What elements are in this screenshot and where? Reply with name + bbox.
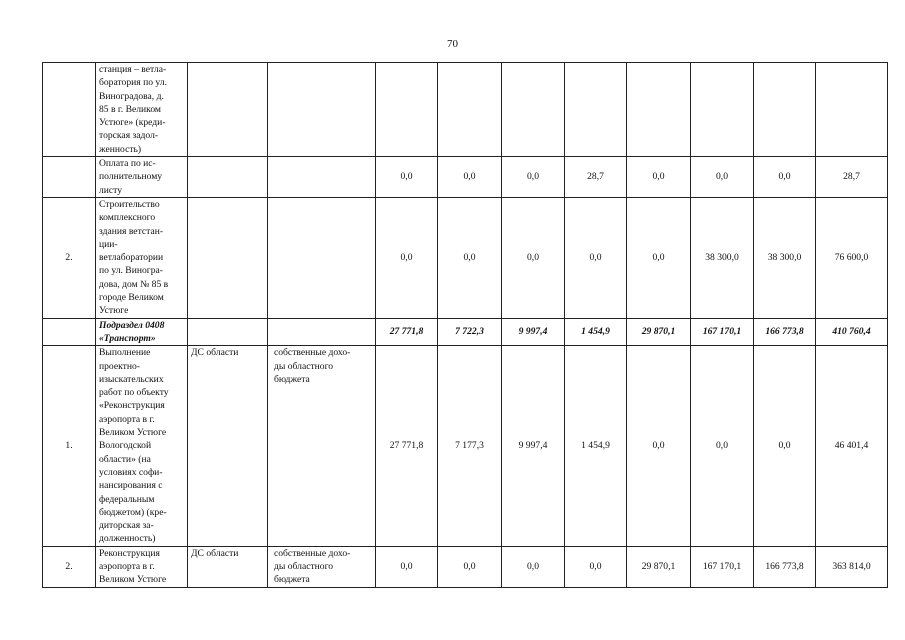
row-name-line: 85 в г. Великом xyxy=(99,103,162,115)
value-cell: 29 870,1 xyxy=(627,546,691,587)
row-name-cell xyxy=(96,157,188,198)
value-cell: 38 300,0 xyxy=(691,197,754,318)
table-row xyxy=(43,318,888,346)
table-row xyxy=(43,63,888,157)
row-name-line: комплексного xyxy=(99,212,156,224)
value-cell: 166 773,8 xyxy=(754,318,816,346)
row-name-line: по ул. Виногра- xyxy=(99,265,163,277)
row-name-line: Великом Устюге xyxy=(99,574,167,586)
value-cell: 76 600,0 xyxy=(816,197,888,318)
value-cell xyxy=(502,63,565,157)
value-cell: 46 401,4 xyxy=(816,346,888,546)
value-cell: 29 870,1 xyxy=(627,318,691,346)
funding-source-cell xyxy=(268,318,376,346)
customer-line: ДС области xyxy=(191,547,239,559)
row-name-line: условиях софи- xyxy=(99,466,163,478)
row-index-cell xyxy=(43,318,96,346)
row-name-cell xyxy=(96,346,188,546)
row-name-line: долженность) xyxy=(99,533,156,545)
value-cell: 0,0 xyxy=(502,157,565,198)
value-cell: 1 454,9 xyxy=(565,318,627,346)
value-cell xyxy=(438,63,502,157)
row-name-cell xyxy=(96,546,188,587)
row-name-cell xyxy=(96,197,188,318)
row-name-line: городе Великом xyxy=(99,292,164,304)
row-name-cell xyxy=(96,318,188,346)
value-cell: 1 454,9 xyxy=(565,346,627,546)
funding-source-line: бюджета xyxy=(274,373,310,385)
row-name-line: диторская за- xyxy=(99,520,154,532)
row-name-line: торская задол- xyxy=(99,130,159,142)
row-index-cell: 1. xyxy=(43,346,96,546)
budget-table-container xyxy=(42,62,887,588)
value-cell xyxy=(816,63,888,157)
table-row xyxy=(43,346,888,546)
row-name-line: области» (на xyxy=(99,453,151,465)
row-name-line: изыскательских xyxy=(99,373,164,385)
row-index-cell xyxy=(43,63,96,157)
budget-table xyxy=(42,62,888,588)
value-cell: 0,0 xyxy=(691,157,754,198)
row-index-cell: 2. xyxy=(43,197,96,318)
value-cell: 0,0 xyxy=(502,546,565,587)
value-cell: 0,0 xyxy=(565,546,627,587)
table-row xyxy=(43,546,888,587)
row-name-line: листу xyxy=(99,184,123,196)
page-number: 70 xyxy=(447,38,458,50)
value-cell xyxy=(754,63,816,157)
row-name-cell xyxy=(96,63,188,157)
row-name-line: Устюге xyxy=(99,305,129,317)
row-name-line: федеральным xyxy=(99,493,155,505)
row-name-line: боратория по ул. xyxy=(99,77,167,89)
value-cell: 28,7 xyxy=(565,157,627,198)
value-cell: 9 997,4 xyxy=(502,346,565,546)
value-cell xyxy=(376,63,438,157)
row-name-line: ветлаборатории xyxy=(99,252,164,264)
customer-cell xyxy=(188,318,268,346)
value-cell: 0,0 xyxy=(627,197,691,318)
funding-source-cell xyxy=(268,346,376,546)
table-row xyxy=(43,157,888,198)
value-cell: 0,0 xyxy=(502,197,565,318)
value-cell: 0,0 xyxy=(627,157,691,198)
row-name-line: Реконструкция xyxy=(99,547,160,559)
customer-cell xyxy=(188,346,268,546)
value-cell xyxy=(627,63,691,157)
value-cell: 0,0 xyxy=(438,546,502,587)
funding-source-cell xyxy=(268,546,376,587)
row-name-line: Строительство xyxy=(99,198,160,210)
value-cell: 0,0 xyxy=(438,157,502,198)
customer-cell xyxy=(188,546,268,587)
row-name-line: Великом Устюге xyxy=(99,427,167,439)
value-cell: 0,0 xyxy=(627,346,691,546)
value-cell: 7 722,3 xyxy=(438,318,502,346)
row-name-line: женность) xyxy=(99,143,142,155)
value-cell: 363 814,0 xyxy=(816,546,888,587)
value-cell: 38 300,0 xyxy=(754,197,816,318)
funding-source-line: ды областного xyxy=(274,360,334,372)
value-cell: 167 170,1 xyxy=(691,318,754,346)
row-name-line: Устюге» (креди- xyxy=(99,117,166,129)
row-name-line: Виноградова, д. xyxy=(99,90,164,102)
row-name-line: Подраздел 0408 xyxy=(99,319,165,331)
funding-source-line: ды областного xyxy=(274,560,334,572)
row-name-line: проектно- xyxy=(99,360,140,372)
value-cell: 0,0 xyxy=(376,197,438,318)
row-name-line: здания ветстан- xyxy=(99,225,164,237)
value-cell: 410 760,4 xyxy=(816,318,888,346)
funding-source-line: собственные дохо- xyxy=(274,547,351,559)
customer-line: ДС области xyxy=(191,347,239,359)
value-cell: 7 177,3 xyxy=(438,346,502,546)
row-index-cell: 2. xyxy=(43,546,96,587)
value-cell: 0,0 xyxy=(754,157,816,198)
value-cell: 0,0 xyxy=(691,346,754,546)
customer-cell xyxy=(188,197,268,318)
row-name-line: станция – ветла- xyxy=(99,64,167,75)
funding-source-line: собственные дохо- xyxy=(274,347,351,359)
row-name-line: дова, дом № 85 в xyxy=(99,278,169,290)
funding-source-cell xyxy=(268,63,376,157)
row-name-line: Оплата по ис- xyxy=(99,158,156,170)
value-cell xyxy=(565,63,627,157)
value-cell: 0,0 xyxy=(565,197,627,318)
value-cell: 9 997,4 xyxy=(502,318,565,346)
row-name-line: работ по объекту xyxy=(99,387,169,399)
row-name-line: Выполнение xyxy=(99,347,151,359)
value-cell: 0,0 xyxy=(376,546,438,587)
row-name-line: Вологодской xyxy=(99,440,152,452)
row-name-line: нансирования с xyxy=(99,480,163,492)
row-name-line: бюджетом) (кре- xyxy=(99,506,167,518)
value-cell: 0,0 xyxy=(754,346,816,546)
funding-source-cell xyxy=(268,197,376,318)
customer-cell xyxy=(188,157,268,198)
row-name-line: аэропорта в г. xyxy=(99,413,155,425)
row-index-cell xyxy=(43,157,96,198)
value-cell: 0,0 xyxy=(438,197,502,318)
row-name-line: ции- xyxy=(99,238,118,250)
funding-source-cell xyxy=(268,157,376,198)
row-name-line: «Реконструкция xyxy=(99,400,165,412)
row-name-line: аэропорта в г. xyxy=(99,560,155,572)
value-cell: 28,7 xyxy=(816,157,888,198)
value-cell xyxy=(691,63,754,157)
row-name-line: полнительному xyxy=(99,171,163,183)
value-cell: 27 771,8 xyxy=(376,346,438,546)
customer-cell xyxy=(188,63,268,157)
value-cell: 0,0 xyxy=(376,157,438,198)
table-row xyxy=(43,197,888,318)
value-cell: 166 773,8 xyxy=(754,546,816,587)
value-cell: 167 170,1 xyxy=(691,546,754,587)
row-name-line: «Транспорт» xyxy=(99,332,156,344)
value-cell: 27 771,8 xyxy=(376,318,438,346)
funding-source-line: бюджета xyxy=(274,574,310,586)
